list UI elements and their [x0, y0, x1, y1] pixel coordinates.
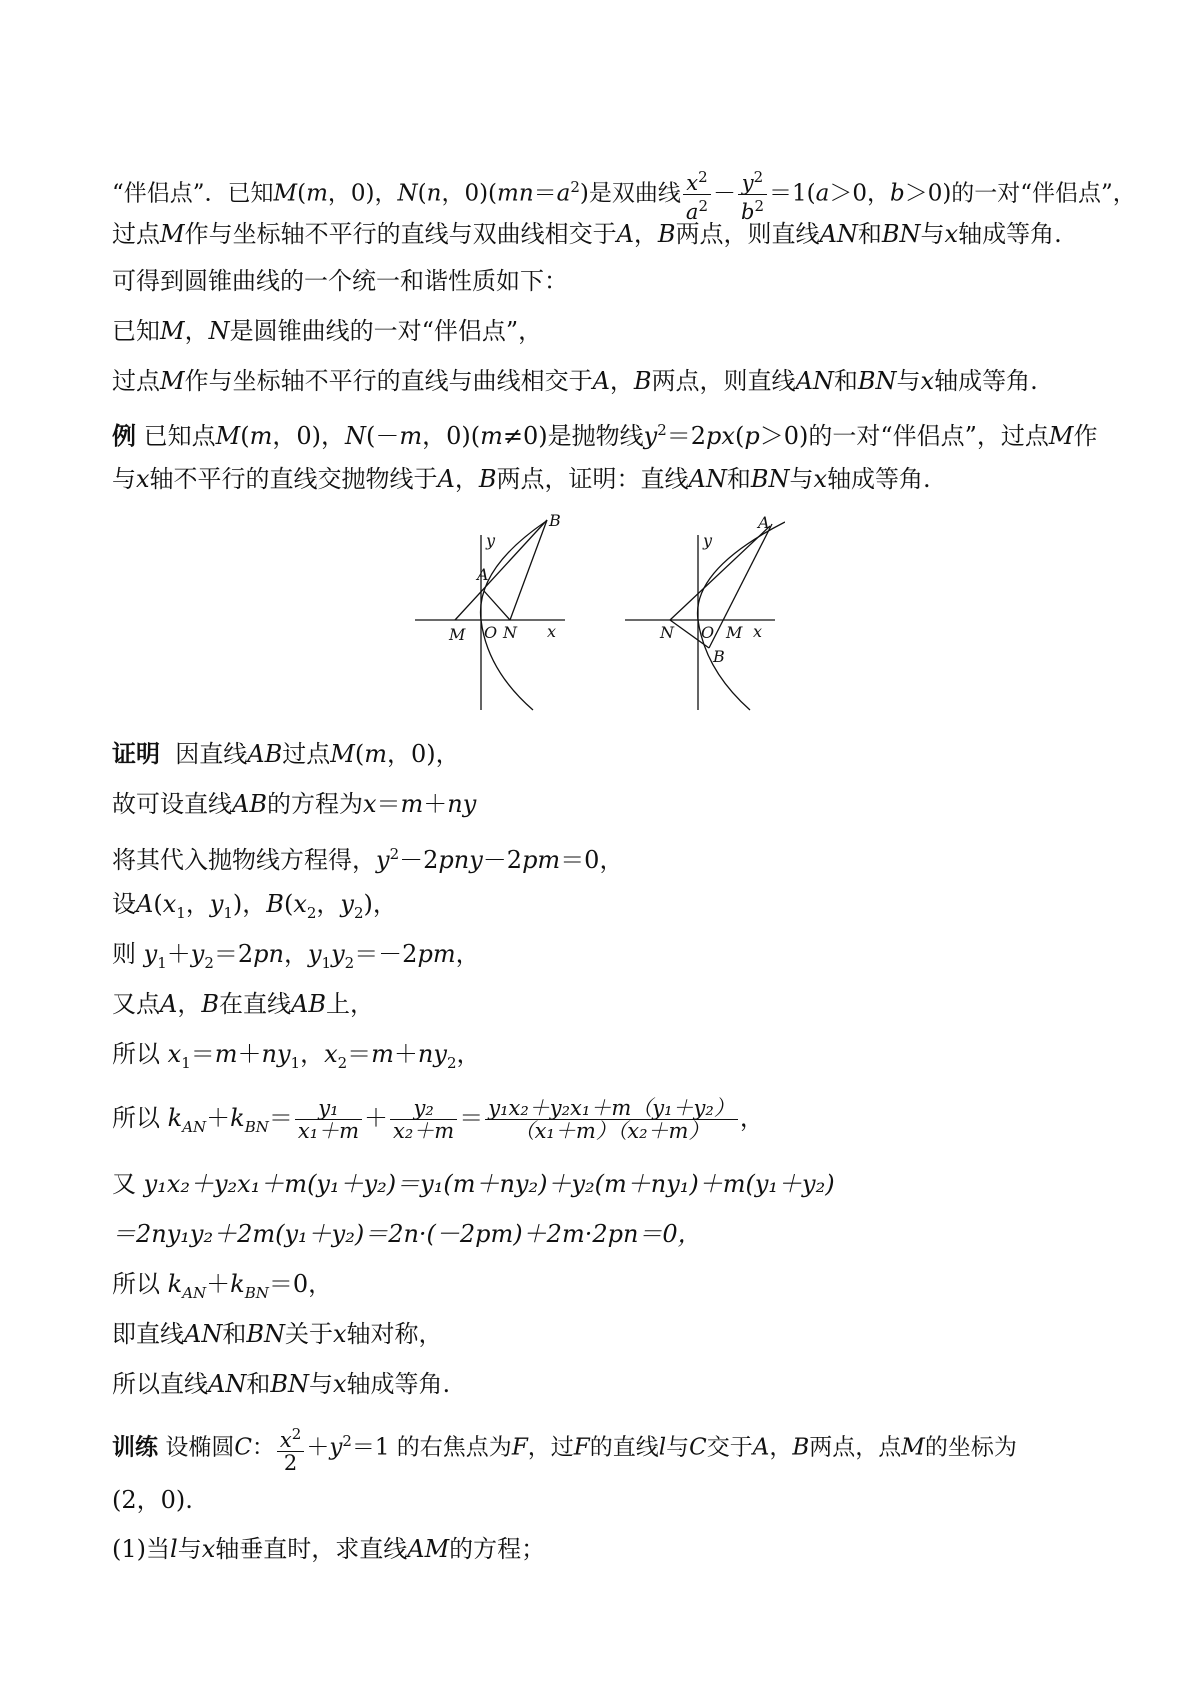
- text: “伴侣点”．已知: [112, 180, 274, 207]
- proof-line-5: [112, 938, 480, 979]
- var: x: [362, 790, 377, 818]
- exponent: 2: [342, 1432, 352, 1450]
- subscript: 1: [181, 1053, 191, 1072]
- var: y: [340, 890, 354, 918]
- var: y: [209, 890, 224, 918]
- var: mn: [497, 180, 534, 207]
- exponent: 2: [657, 421, 667, 439]
- text: ＝: [459, 1104, 484, 1132]
- subscript: BN: [244, 1117, 269, 1136]
- var: y: [307, 940, 322, 968]
- var: N: [345, 422, 366, 450]
- text: 与: [112, 465, 136, 493]
- exponent: 2: [754, 197, 764, 215]
- var: y: [643, 422, 658, 450]
- subscript: AN: [182, 1283, 207, 1302]
- figure-2: [625, 510, 785, 712]
- text: 过点: [112, 220, 160, 248]
- training-line-2: (2，0).: [112, 1486, 193, 1514]
- var: AN: [795, 367, 834, 395]
- text: ：: [251, 1434, 275, 1461]
- text: 两点，则直线: [675, 220, 820, 248]
- var: pm: [417, 940, 456, 968]
- var: BN: [750, 465, 790, 493]
- text: 关于: [284, 1320, 333, 1348]
- text: 的坐标为: [924, 1434, 1017, 1461]
- label-n: N: [503, 623, 517, 642]
- text: 的直线: [589, 1434, 659, 1461]
- text: ＝1(: [768, 180, 816, 207]
- var: k: [230, 1104, 245, 1132]
- var: x: [324, 1040, 338, 1068]
- label-m: M: [449, 625, 466, 644]
- var: y: [143, 940, 158, 968]
- text: 轴垂直时，求直线: [215, 1535, 408, 1563]
- text: 与: [308, 1370, 333, 1398]
- text: ，: [300, 1040, 325, 1068]
- text: ＋: [306, 1434, 330, 1461]
- var: y: [331, 940, 345, 968]
- text: ＋: [237, 1040, 262, 1068]
- var: AN: [184, 1320, 223, 1348]
- text: 与: [920, 220, 945, 248]
- var: C: [689, 1434, 707, 1461]
- var: m: [400, 790, 424, 818]
- text: ＝: [190, 1040, 215, 1068]
- var: m: [214, 1040, 238, 1068]
- var: pny: [438, 846, 483, 874]
- var: A: [616, 220, 634, 248]
- text: 与: [177, 1535, 202, 1563]
- text: －2: [482, 846, 523, 874]
- text: 故可设直线: [112, 790, 232, 818]
- var: k: [230, 1270, 245, 1298]
- var: M: [1048, 422, 1074, 450]
- text: ，: [454, 465, 479, 493]
- var: F: [573, 1434, 590, 1461]
- var: F: [511, 1434, 528, 1461]
- var: C: [234, 1434, 252, 1461]
- text: 已知: [112, 317, 160, 345]
- label-o: O: [701, 623, 715, 642]
- text: ＝2: [213, 940, 254, 968]
- text: 交于: [706, 1434, 753, 1461]
- text: 是圆锥曲线的一对“伴侣点”，: [229, 317, 543, 345]
- denominator: 2: [283, 1451, 298, 1476]
- text: ，0)，: [327, 180, 398, 207]
- exponent: 2: [389, 845, 400, 863]
- var: b: [740, 200, 755, 224]
- text: )，: [363, 890, 397, 918]
- var: B: [792, 1434, 810, 1461]
- subscript: BN: [244, 1283, 269, 1302]
- text: 作: [1073, 422, 1098, 450]
- var: a: [815, 180, 830, 207]
- text: 两点，则直线: [651, 367, 796, 395]
- text: 又点: [112, 990, 160, 1018]
- var: y: [190, 940, 205, 968]
- label-x: x: [547, 622, 557, 641]
- var: x: [201, 1535, 216, 1563]
- var: p: [744, 422, 760, 450]
- text: －2: [399, 846, 439, 874]
- proof-tag: 证明: [112, 739, 160, 768]
- var: BN: [270, 1370, 309, 1398]
- var: B: [657, 220, 676, 248]
- var: A: [136, 890, 154, 918]
- exponent: 2: [698, 197, 708, 215]
- var: l: [658, 1434, 667, 1461]
- var: B: [633, 367, 652, 395]
- var: b: [889, 180, 905, 207]
- denominator: x₂＋m: [393, 1119, 455, 1143]
- label-a: A: [477, 565, 489, 584]
- text: 将其代入抛物线方程得，: [112, 846, 376, 874]
- var: N: [397, 180, 418, 207]
- var: x: [293, 890, 307, 918]
- exponent: 2: [698, 168, 708, 186]
- text: 过点: [282, 740, 331, 768]
- line-an: [484, 591, 510, 620]
- denominator: x₁＋m: [297, 1119, 360, 1143]
- text: 与: [896, 367, 921, 395]
- var: BN: [857, 367, 897, 395]
- exponent: 2: [570, 177, 580, 196]
- proof-line-1: [112, 738, 460, 770]
- label-a: A: [758, 513, 770, 532]
- text: 作与坐标轴不平行的直线与双曲线相交于: [184, 220, 617, 248]
- text: (: [354, 740, 365, 768]
- subscript: 2: [306, 903, 317, 922]
- text: ，: [184, 317, 209, 345]
- subscript: 2: [446, 1053, 457, 1072]
- text: ＝－2: [354, 940, 418, 968]
- var: M: [160, 317, 185, 345]
- text: 过点: [112, 367, 160, 395]
- text: ＝: [347, 1040, 372, 1068]
- var: k: [167, 1104, 183, 1132]
- text: ，0)(: [441, 180, 498, 207]
- text: 所以: [112, 1040, 160, 1068]
- fraction-y2-b2: [738, 166, 767, 223]
- proof-line-8: [112, 1093, 764, 1152]
- subscript: 2: [353, 903, 364, 922]
- var: AM: [407, 1535, 450, 1563]
- var: A: [752, 1434, 770, 1461]
- text: 设: [112, 890, 136, 918]
- text: (－: [366, 422, 400, 450]
- subscript: 1: [157, 953, 167, 972]
- var: y: [329, 1434, 343, 1461]
- fraction-1: [295, 1097, 362, 1142]
- fraction-x2-a2: [683, 166, 711, 223]
- text: ≠0)是抛物线: [502, 422, 644, 450]
- text: 轴对称，: [346, 1320, 443, 1348]
- expression: ＝2ny₁y₂＋2m(y₁＋y₂)＝2n·(－2pm)＋2m·2pn＝0，: [112, 1220, 702, 1248]
- text: ＋: [423, 790, 448, 818]
- var: m: [364, 740, 387, 768]
- line-5: [112, 365, 1038, 397]
- training-tag: 训练: [112, 1433, 158, 1461]
- var: A: [437, 465, 455, 493]
- var: x: [136, 465, 150, 493]
- var: M: [160, 367, 185, 395]
- proof-line-2: [112, 788, 476, 820]
- text: ，: [739, 1104, 764, 1132]
- fraction-3: [485, 1097, 738, 1142]
- text: ＝0，: [560, 846, 624, 874]
- proof-line-3: [112, 838, 623, 876]
- text: (: [153, 890, 163, 918]
- var: A: [160, 990, 178, 1018]
- var: A: [592, 367, 610, 395]
- text: 和: [246, 1370, 271, 1398]
- numerator: y₁: [295, 1097, 362, 1120]
- text: 因直线: [175, 740, 248, 768]
- var: BN: [246, 1320, 285, 1348]
- text: 所以: [112, 1104, 160, 1132]
- text: 轴成等角.: [827, 465, 931, 493]
- text: 在直线: [218, 990, 291, 1018]
- text: ，: [609, 367, 634, 395]
- var: AN: [819, 220, 858, 248]
- text: ，: [177, 990, 202, 1018]
- var: a: [556, 180, 571, 207]
- text: 和: [857, 220, 882, 248]
- text: (: [297, 180, 307, 207]
- text: (: [283, 890, 294, 918]
- text: 即直线: [112, 1320, 184, 1348]
- text: －: [712, 180, 736, 207]
- text: 已知点: [143, 422, 216, 450]
- var: m: [306, 180, 328, 207]
- var: AB: [290, 990, 326, 1018]
- subscript: 2: [204, 953, 214, 972]
- training-line-1: [112, 1416, 1017, 1474]
- text: (: [734, 422, 745, 450]
- text: (: [417, 180, 427, 207]
- line-na: [670, 526, 770, 620]
- denominator: （x₁＋m）（x₂＋m）: [513, 1119, 710, 1143]
- text: ，0)，: [386, 740, 460, 768]
- text: 与: [789, 465, 814, 493]
- fraction-x2-2: [277, 1423, 304, 1474]
- text: 作与坐标轴不平行的直线与曲线相交于: [184, 367, 593, 395]
- var: AB: [232, 790, 267, 818]
- subscript: 1: [176, 903, 186, 922]
- text: ＝2: [666, 422, 707, 450]
- var: x: [332, 1320, 347, 1348]
- exponent: 2: [753, 168, 764, 186]
- var: x: [686, 171, 699, 195]
- text: 轴成等角.: [958, 220, 1062, 248]
- example-tag: 例: [112, 421, 136, 450]
- label-o: O: [484, 623, 498, 642]
- line-6: [112, 414, 1097, 452]
- var: B: [478, 465, 497, 493]
- text: 轴成等角.: [934, 367, 1038, 395]
- text: 和: [726, 465, 751, 493]
- var: B: [201, 990, 219, 1018]
- var: N: [208, 317, 230, 345]
- var: ny: [447, 790, 477, 818]
- label-y: y: [486, 531, 496, 550]
- var: M: [160, 220, 185, 248]
- var: M: [901, 1434, 925, 1461]
- subscript: 1: [223, 903, 233, 922]
- proof-line-6: [112, 988, 374, 1020]
- text: 两点，点: [809, 1434, 902, 1461]
- var: k: [167, 1270, 183, 1298]
- text: ，: [316, 890, 341, 918]
- text: 设椭圆: [165, 1434, 235, 1461]
- parabola: [698, 522, 785, 710]
- line-7: [112, 463, 931, 495]
- label-y: y: [703, 531, 713, 550]
- proof-line-13: [112, 1368, 450, 1400]
- label-n: N: [660, 623, 674, 642]
- subscript: 1: [321, 953, 332, 972]
- text: ＋: [166, 940, 191, 968]
- var: M: [215, 422, 241, 450]
- var: y: [741, 171, 754, 195]
- text: ，: [769, 1434, 793, 1461]
- proof-line-10: [112, 1218, 702, 1250]
- var: px: [706, 422, 735, 450]
- text: ＞0)的一对“伴侣点”，: [904, 180, 1136, 207]
- numerator: y₁x₂＋y₂x₁＋m（y₁＋y₂）: [485, 1097, 738, 1120]
- text: 轴成等角.: [346, 1370, 451, 1398]
- text: (1)当: [112, 1535, 170, 1563]
- figure-1: [415, 510, 575, 712]
- text: 与: [666, 1434, 690, 1461]
- text: 和: [833, 367, 858, 395]
- var: x: [162, 890, 177, 918]
- var: n: [426, 180, 442, 207]
- text: ，过: [527, 1434, 574, 1461]
- text: 又: [112, 1170, 136, 1198]
- var: pn: [253, 940, 284, 968]
- var: x: [332, 1370, 347, 1398]
- text: ＞0，: [829, 180, 890, 207]
- var: AB: [247, 740, 283, 768]
- exponent: 2: [291, 1425, 302, 1444]
- fraction-2: [390, 1097, 457, 1142]
- subscript: AN: [182, 1117, 207, 1136]
- text: 所以直线: [112, 1370, 208, 1398]
- var: BN: [881, 220, 921, 248]
- var: x: [167, 1040, 182, 1068]
- text: ，0)(: [422, 422, 481, 450]
- label-m: M: [726, 623, 743, 642]
- proof-line-4: [112, 888, 397, 929]
- text: 和: [222, 1320, 247, 1348]
- proof-line-9: [112, 1168, 835, 1200]
- expression: y₁x₂＋y₂x₁＋m(y₁＋y₂)＝y₁(m＋ny₂)＋y₂(m＋ny₁)＋m(y₁＋y₂): [143, 1170, 835, 1198]
- text: 则: [112, 940, 136, 968]
- text: 轴不平行的直线交抛物线于: [149, 465, 438, 493]
- text: 上，: [325, 990, 374, 1018]
- var: pm: [522, 846, 561, 874]
- text: ＞0)的一对“伴侣点”，过点: [759, 422, 1049, 450]
- var: AN: [208, 1370, 247, 1398]
- text: ＝: [376, 790, 401, 818]
- var: ny: [261, 1040, 291, 1068]
- text: ，: [455, 940, 480, 968]
- var: m: [371, 1040, 394, 1068]
- text: )是双曲线: [579, 180, 681, 207]
- subscript: 1: [290, 1053, 301, 1072]
- line-3: 可得到圆锥曲线的一个统一和谐性质如下：: [112, 267, 568, 295]
- var: x: [920, 367, 935, 395]
- text: 两点，证明：直线: [496, 465, 689, 493]
- label-b: B: [713, 647, 725, 666]
- var: x: [279, 1428, 292, 1453]
- training-line-3: [112, 1533, 545, 1565]
- var: x: [813, 465, 828, 493]
- text: 的方程为: [266, 790, 363, 818]
- var: ny: [417, 1040, 447, 1068]
- var: x: [944, 220, 959, 248]
- text: ＝: [533, 180, 557, 207]
- text: ＋: [393, 1040, 418, 1068]
- text: ＝: [268, 1104, 293, 1132]
- label-x: x: [753, 622, 763, 641]
- var: m: [249, 422, 273, 450]
- text: 所以: [112, 1270, 160, 1298]
- line-1: [112, 166, 1136, 223]
- var: M: [330, 740, 355, 768]
- var: m: [399, 422, 423, 450]
- text: ，0)，: [272, 422, 345, 450]
- proof-line-7: [112, 1038, 480, 1079]
- var: a: [685, 200, 699, 224]
- subscript: 2: [344, 953, 355, 972]
- text: ，: [185, 890, 210, 918]
- var: y: [376, 846, 390, 874]
- var: l: [170, 1535, 178, 1563]
- text: ＋: [206, 1104, 231, 1132]
- text: ，: [633, 220, 658, 248]
- text: ，: [283, 940, 308, 968]
- var: m: [480, 422, 503, 450]
- text: 的方程；: [449, 1535, 546, 1563]
- text: ＝1 的右焦点为: [351, 1434, 512, 1461]
- text: ＋: [364, 1104, 389, 1132]
- line-2: [112, 218, 1062, 250]
- proof-line-11: [112, 1268, 332, 1309]
- proof-line-12: [112, 1318, 443, 1350]
- var: M: [273, 180, 298, 207]
- text: ＋: [206, 1270, 231, 1298]
- text: )，: [232, 890, 267, 918]
- text: ，: [456, 1040, 481, 1068]
- text: ＝0，: [268, 1270, 333, 1298]
- numerator: y₂: [390, 1097, 457, 1120]
- text: (: [240, 422, 250, 450]
- line-ab: [455, 520, 547, 620]
- line-4: [112, 315, 542, 347]
- label-b: B: [549, 511, 561, 530]
- subscript: 2: [337, 1053, 348, 1072]
- var: B: [266, 890, 284, 918]
- var: AN: [688, 465, 727, 493]
